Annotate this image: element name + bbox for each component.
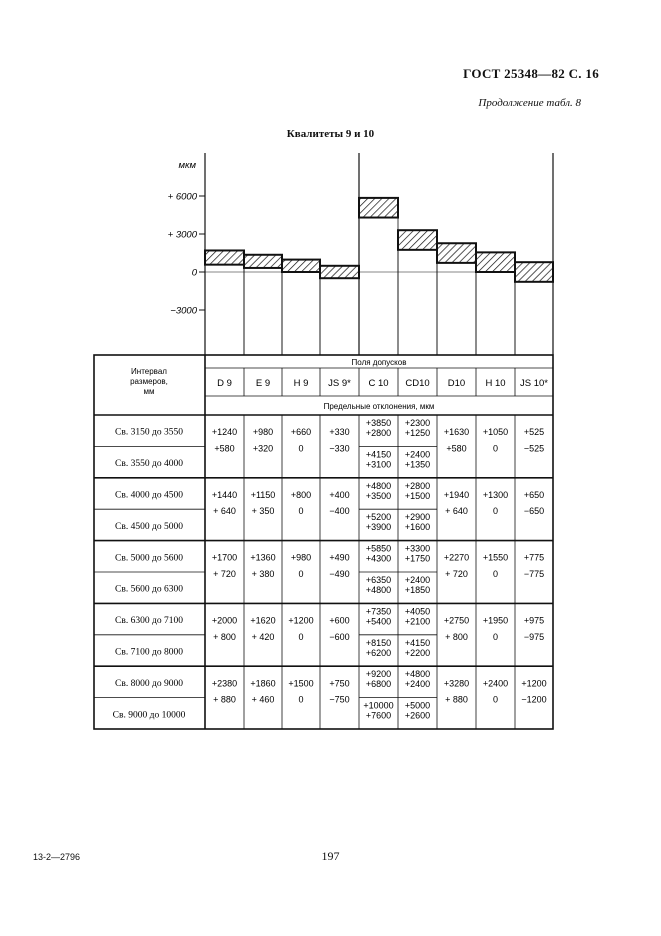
- fields-header: Поля допусков: [351, 358, 407, 367]
- upper-deviation: +1300: [482, 489, 509, 500]
- upper-deviation: +4150: [365, 449, 392, 460]
- upper-deviation: +2400: [404, 449, 431, 460]
- upper-deviation: +2380: [211, 678, 238, 689]
- upper-deviation: +975: [523, 615, 545, 626]
- lower-deviation: −600: [329, 631, 350, 642]
- y-tick-label: + 6000: [167, 191, 197, 203]
- interval-header: размеров,: [130, 377, 168, 386]
- upper-deviation: +1940: [443, 489, 470, 500]
- lower-deviation: +1850: [404, 585, 431, 595]
- upper-deviation: +330: [329, 427, 350, 438]
- y-unit-label: мкм: [178, 160, 196, 171]
- interval-label: Св. 3150 до 3550: [115, 427, 183, 438]
- upper-deviation: +2750: [443, 615, 470, 626]
- upper-deviation: +4050: [404, 606, 431, 617]
- column-header: CD10: [405, 378, 430, 389]
- interval-label: Св. 4000 до 4500: [115, 490, 183, 501]
- lower-deviation: +1350: [404, 459, 431, 470]
- y-tick-label: + 3000: [167, 229, 197, 241]
- upper-deviation: +600: [329, 615, 350, 626]
- lower-deviation: −400: [329, 506, 350, 517]
- lower-deviation: −750: [329, 694, 350, 705]
- interval-label: Св. 5000 до 5600: [115, 553, 183, 564]
- upper-deviation: +1360: [250, 552, 276, 563]
- table-border: [94, 355, 553, 729]
- upper-deviation: +2800: [404, 480, 431, 491]
- print-code: 13-2—2796: [33, 852, 81, 862]
- upper-deviation: +2000: [211, 615, 238, 626]
- upper-deviation: +2300: [404, 418, 431, 428]
- lower-deviation: 0: [492, 443, 499, 454]
- bar-js9: [320, 266, 359, 278]
- column-header: JS 9*: [328, 378, 351, 389]
- upper-deviation: +1700: [211, 552, 238, 563]
- lower-deviation: −525: [523, 443, 545, 454]
- lower-deviation: 0: [298, 694, 304, 705]
- interval-label: Св. 7100 до 8000: [115, 647, 183, 658]
- lower-deviation: +2400: [404, 679, 431, 690]
- upper-deviation: +1050: [482, 427, 509, 438]
- column-header: D10: [447, 378, 466, 389]
- upper-deviation: +3280: [443, 678, 470, 689]
- upper-deviation: +4800: [404, 669, 431, 680]
- upper-deviation: +9200: [365, 669, 392, 680]
- lower-deviation: 0: [492, 631, 499, 642]
- lower-deviation: + 880: [445, 694, 468, 705]
- lower-deviation: +2600: [404, 710, 431, 721]
- chart-title: Квалитеты 9 и 10: [286, 128, 375, 140]
- upper-deviation: +3850: [365, 418, 392, 428]
- lower-deviation: +3500: [365, 490, 392, 501]
- lower-deviation: +4800: [365, 585, 392, 595]
- bar-d10: [437, 243, 476, 263]
- upper-deviation: +1950: [482, 615, 509, 626]
- lower-deviation: + 460: [251, 694, 275, 705]
- lower-deviation: +5400: [365, 616, 392, 627]
- upper-deviation: +1440: [211, 489, 238, 500]
- interval-label: Св. 9000 до 10000: [112, 710, 186, 721]
- upper-deviation: +4150: [404, 637, 431, 648]
- lower-deviation: 0: [298, 506, 304, 517]
- upper-deviation: +5000: [404, 700, 431, 711]
- bar-c10: [359, 198, 398, 218]
- lower-deviation: +2200: [404, 647, 431, 658]
- upper-deviation: +10000: [363, 700, 394, 711]
- bar-cd10: [398, 230, 437, 250]
- lower-deviation: + 420: [251, 631, 275, 642]
- page-number: 197: [321, 849, 340, 863]
- lower-deviation: 0: [298, 569, 304, 580]
- upper-deviation: +490: [329, 552, 350, 563]
- lower-deviation: + 640: [213, 506, 236, 517]
- upper-deviation: +525: [523, 427, 545, 438]
- upper-deviation: +2400: [482, 678, 509, 689]
- lower-deviation: +1500: [404, 490, 431, 501]
- upper-deviation: +775: [523, 552, 545, 563]
- column-header: C 10: [368, 378, 389, 389]
- lower-deviation: +320: [252, 443, 274, 454]
- upper-deviation: +980: [252, 427, 274, 438]
- lower-deviation: 0: [298, 631, 304, 642]
- lower-deviation: −650: [523, 506, 545, 517]
- column-header: D 9: [217, 378, 232, 389]
- upper-deviation: +660: [290, 427, 312, 438]
- lower-deviation: + 720: [213, 569, 236, 580]
- standard-header: ГОСТ 25348—82 С. 16: [463, 66, 599, 81]
- lower-deviation: +1750: [404, 553, 431, 564]
- y-tick-label: −3000: [170, 305, 197, 317]
- upper-deviation: +750: [329, 678, 350, 689]
- interval-label: Св. 5600 до 6300: [115, 584, 183, 595]
- upper-deviation: +2900: [404, 512, 431, 523]
- interval-label: Св. 8000 до 9000: [115, 678, 183, 689]
- upper-deviation: +1240: [211, 427, 238, 438]
- bar-h10: [476, 252, 515, 272]
- lower-deviation: +580: [214, 443, 235, 454]
- upper-deviation: +400: [329, 489, 350, 500]
- lower-deviation: +2100: [404, 616, 431, 627]
- lower-deviation: 0: [492, 569, 499, 580]
- upper-deviation: +8150: [365, 637, 392, 648]
- lower-deviation: + 640: [445, 506, 468, 517]
- lower-deviation: + 880: [213, 694, 236, 705]
- upper-deviation: +2400: [404, 575, 431, 585]
- upper-deviation: +1500: [288, 678, 314, 689]
- lower-deviation: 0: [492, 506, 499, 517]
- upper-deviation: +980: [290, 552, 312, 563]
- lower-deviation: + 800: [213, 631, 236, 642]
- lower-deviation: +4300: [365, 553, 392, 564]
- lower-deviation: +3100: [365, 459, 392, 470]
- lower-deviation: +3900: [365, 522, 392, 533]
- lower-deviation: + 800: [445, 631, 468, 642]
- bar-e9: [244, 255, 282, 268]
- interval-label: Св. 6300 до 7100: [115, 616, 183, 627]
- lower-deviation: +1600: [404, 522, 431, 533]
- lower-deviation: +6200: [365, 647, 392, 658]
- lower-deviation: −975: [523, 631, 545, 642]
- upper-deviation: +1200: [521, 678, 547, 689]
- upper-deviation: +3300: [404, 543, 431, 554]
- lower-deviation: −775: [523, 569, 545, 580]
- lower-deviation: +7600: [365, 710, 392, 721]
- lower-deviation: −490: [329, 569, 350, 580]
- interval-header: мм: [143, 387, 155, 396]
- upper-deviation: +7350: [365, 606, 392, 617]
- y-tick-label: 0: [191, 267, 197, 279]
- upper-deviation: +1200: [288, 615, 314, 626]
- lower-deviation: 0: [298, 443, 304, 454]
- interval-label: Св. 3550 до 4000: [115, 459, 183, 470]
- interval-header: Интервал: [131, 367, 167, 376]
- column-header: E 9: [255, 378, 271, 389]
- interval-label: Св. 4500 до 5000: [115, 521, 183, 532]
- lower-deviation: +580: [446, 443, 467, 454]
- upper-deviation: +650: [523, 489, 545, 500]
- upper-deviation: +6350: [365, 575, 392, 585]
- lower-deviation: 0: [492, 694, 499, 705]
- upper-deviation: +1620: [250, 615, 276, 626]
- lower-deviation: +1250: [404, 428, 431, 438]
- upper-deviation: +2270: [443, 552, 470, 563]
- column-header: H 9: [293, 378, 309, 389]
- upper-deviation: +800: [290, 489, 312, 500]
- lower-deviation: + 720: [445, 569, 468, 580]
- upper-deviation: +1630: [443, 427, 470, 438]
- upper-deviation: +1860: [250, 678, 276, 689]
- lower-deviation: −1200: [521, 694, 547, 705]
- column-header: JS 10*: [520, 378, 548, 389]
- deviations-header: Предельные отклонения, мкм: [323, 402, 435, 411]
- column-header: H 10: [485, 378, 506, 389]
- table-continuation-note: Продолжение табл. 8: [478, 97, 581, 109]
- bar-d9: [205, 250, 244, 264]
- upper-deviation: +4800: [365, 480, 392, 491]
- upper-deviation: +5850: [365, 543, 392, 554]
- upper-deviation: +1550: [482, 552, 509, 563]
- lower-deviation: + 350: [251, 506, 275, 517]
- upper-deviation: +1150: [250, 489, 276, 500]
- bar-js10: [515, 262, 553, 282]
- lower-deviation: −330: [329, 443, 350, 454]
- lower-deviation: +6800: [365, 679, 392, 690]
- upper-deviation: +5200: [365, 512, 392, 523]
- lower-deviation: +2800: [365, 428, 392, 438]
- lower-deviation: + 380: [251, 569, 275, 580]
- bar-h9: [282, 260, 320, 272]
